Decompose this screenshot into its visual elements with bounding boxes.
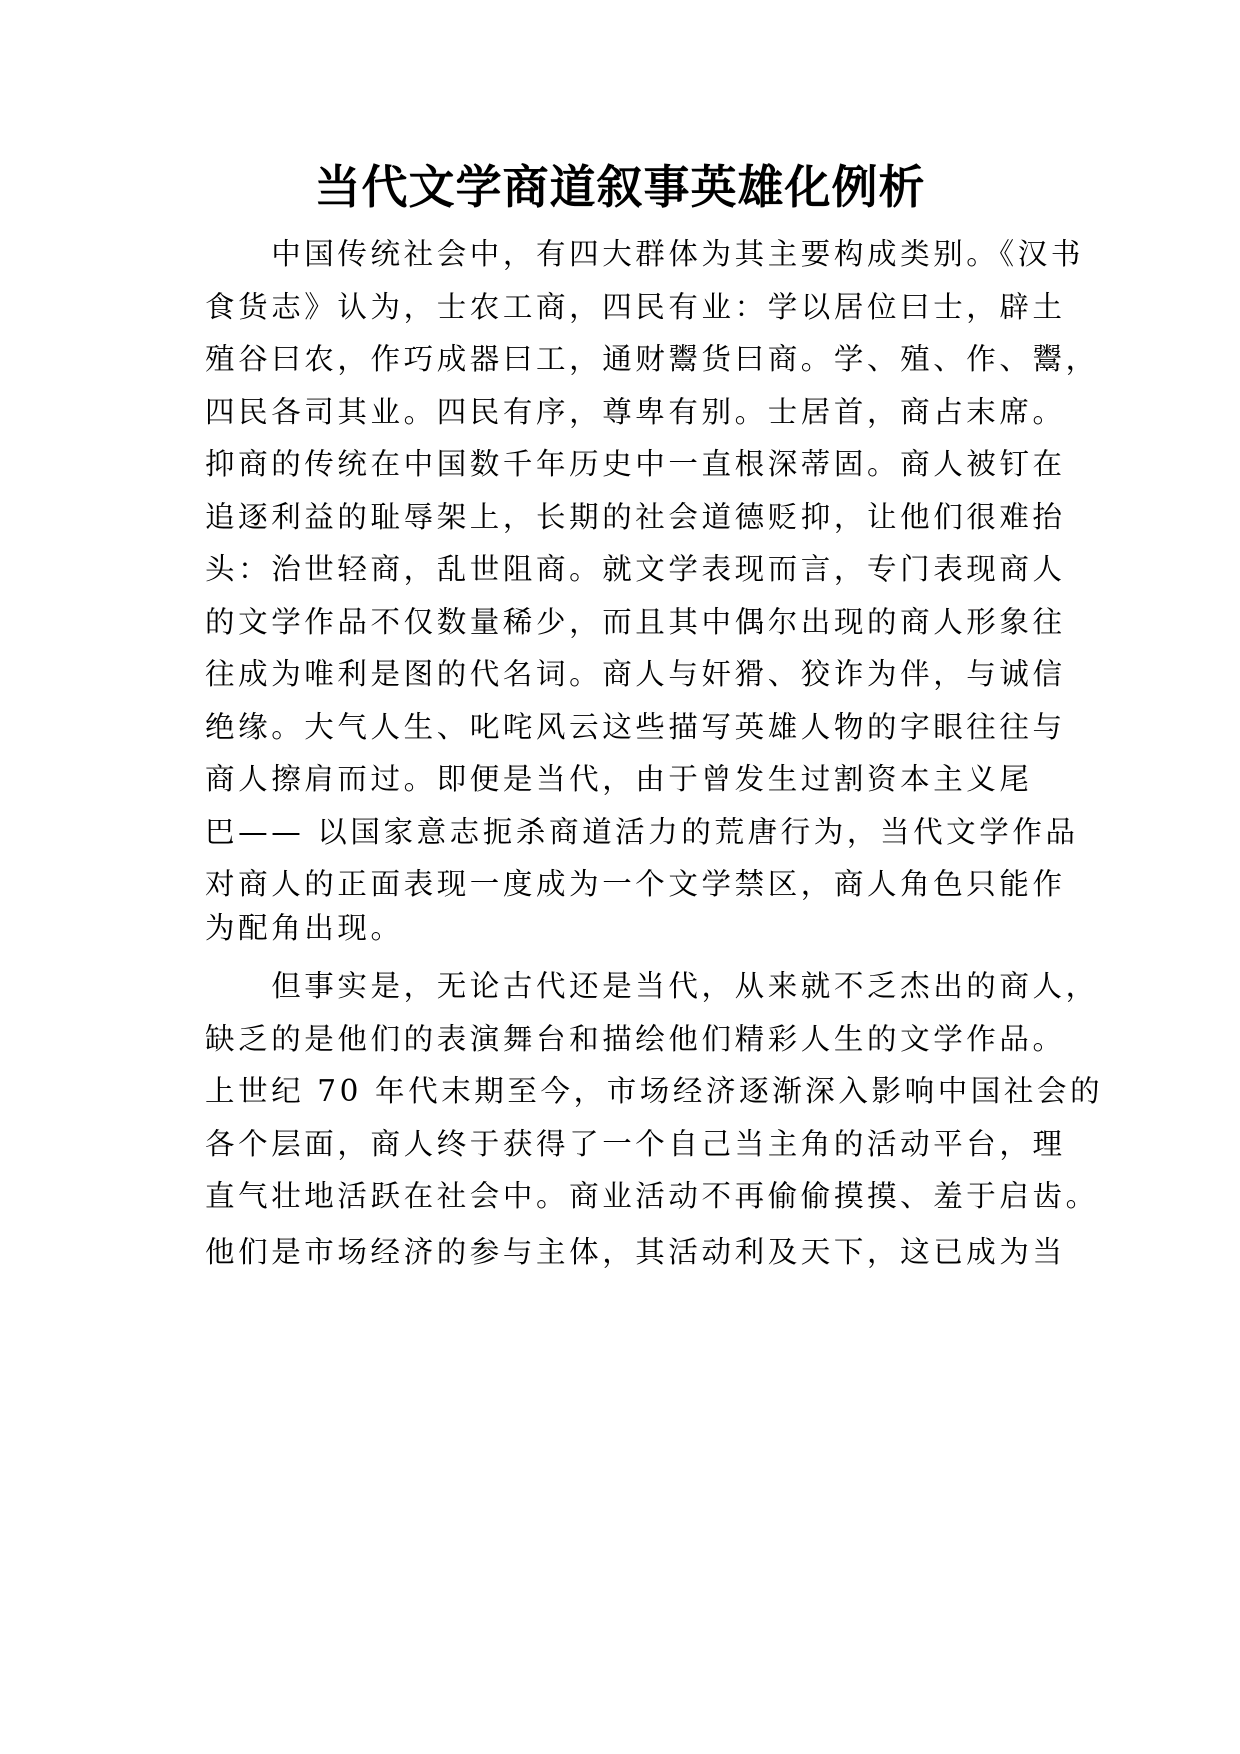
paragraph-1-line: 头：治世轻商，乱世阻商。就文学表现而言，专门表现商人 <box>205 552 1066 586</box>
paragraph-1-line: 往成为唯利是图的代名词。商人与奸猾、狡诈为伴，与诚信 <box>205 657 1066 691</box>
paragraph-2 <box>205 960 1104 1223</box>
paragraph-2-last-line: 他们是市场经济的参与主体，其活动利及天下，这已成为当 <box>205 1235 1066 1269</box>
paragraph-1-line: 食货志》认为，士农工商，四民有业：学以居位曰士，辟土 <box>205 289 1066 324</box>
paragraph-1-line: 抑商的传统在中国数千年历史中一直根深蒂固。商人被钉在 <box>205 447 1066 481</box>
paragraph-2-line: 但事实是，无论古代还是当代，从来就不乏杰出的商人， <box>205 969 1099 1003</box>
paragraph-1-line: 对商人的正面表现一度成为一个文学禁区，商人角色只能作 <box>205 867 1066 901</box>
paragraph-1-line: 四民各司其业。四民有序，尊卑有别。士居首，商占末席。 <box>205 394 1066 429</box>
paragraph-1-line: 商人擦肩而过。即便是当代，由于曾发生过割资本主义尾 <box>205 762 1033 796</box>
paragraph-1-ending <box>205 902 1077 955</box>
paragraph-1 <box>205 228 1099 911</box>
paragraph-2-line: 上世纪 70 年代末期至今，市场经济逐渐深入影响中国社会的 <box>205 1074 1104 1108</box>
paragraph-2-ending <box>205 1226 1077 1279</box>
paragraph-2-line: 缺乏的是他们的表演舞台和描绘他们精彩人生的文学作品。 <box>205 1021 1066 1056</box>
paragraph-1-line: 殖谷曰农，作巧成器曰工，通财鬻货曰商。学、殖、作、鬻， <box>205 342 1099 376</box>
paragraph-2-line: 各个层面，商人终于获得了一个自己当主角的活动平台，理 <box>205 1126 1066 1161</box>
paragraph-2-line: 直气壮地活跃在社会中。商业活动不再偷偷摸摸、羞于启齿。 <box>205 1179 1099 1213</box>
paragraph-1-last-line: 为配角出现。 <box>205 911 404 945</box>
paragraph-1-line: 的文学作品不仅数量稀少，而且其中偶尔出现的商人形象往 <box>205 604 1066 639</box>
paragraph-1-line: 追逐利益的耻辱架上，长期的社会道德贬抑，让他们很难抬 <box>205 499 1066 534</box>
paragraph-1-line: 巴—— 以国家意志扼杀商道活力的荒唐行为，当代文学作品 <box>205 814 1079 849</box>
paragraph-1-line: 绝缘。大气人生、叱咤风云这些描写英雄人物的字眼往往与 <box>205 709 1066 744</box>
paragraph-1-line: 中国传统社会中，有四大群体为其主要构成类别。《汉书 <box>205 237 1084 271</box>
document-title: 当代文学商道叙事英雄化例析 <box>314 160 926 214</box>
